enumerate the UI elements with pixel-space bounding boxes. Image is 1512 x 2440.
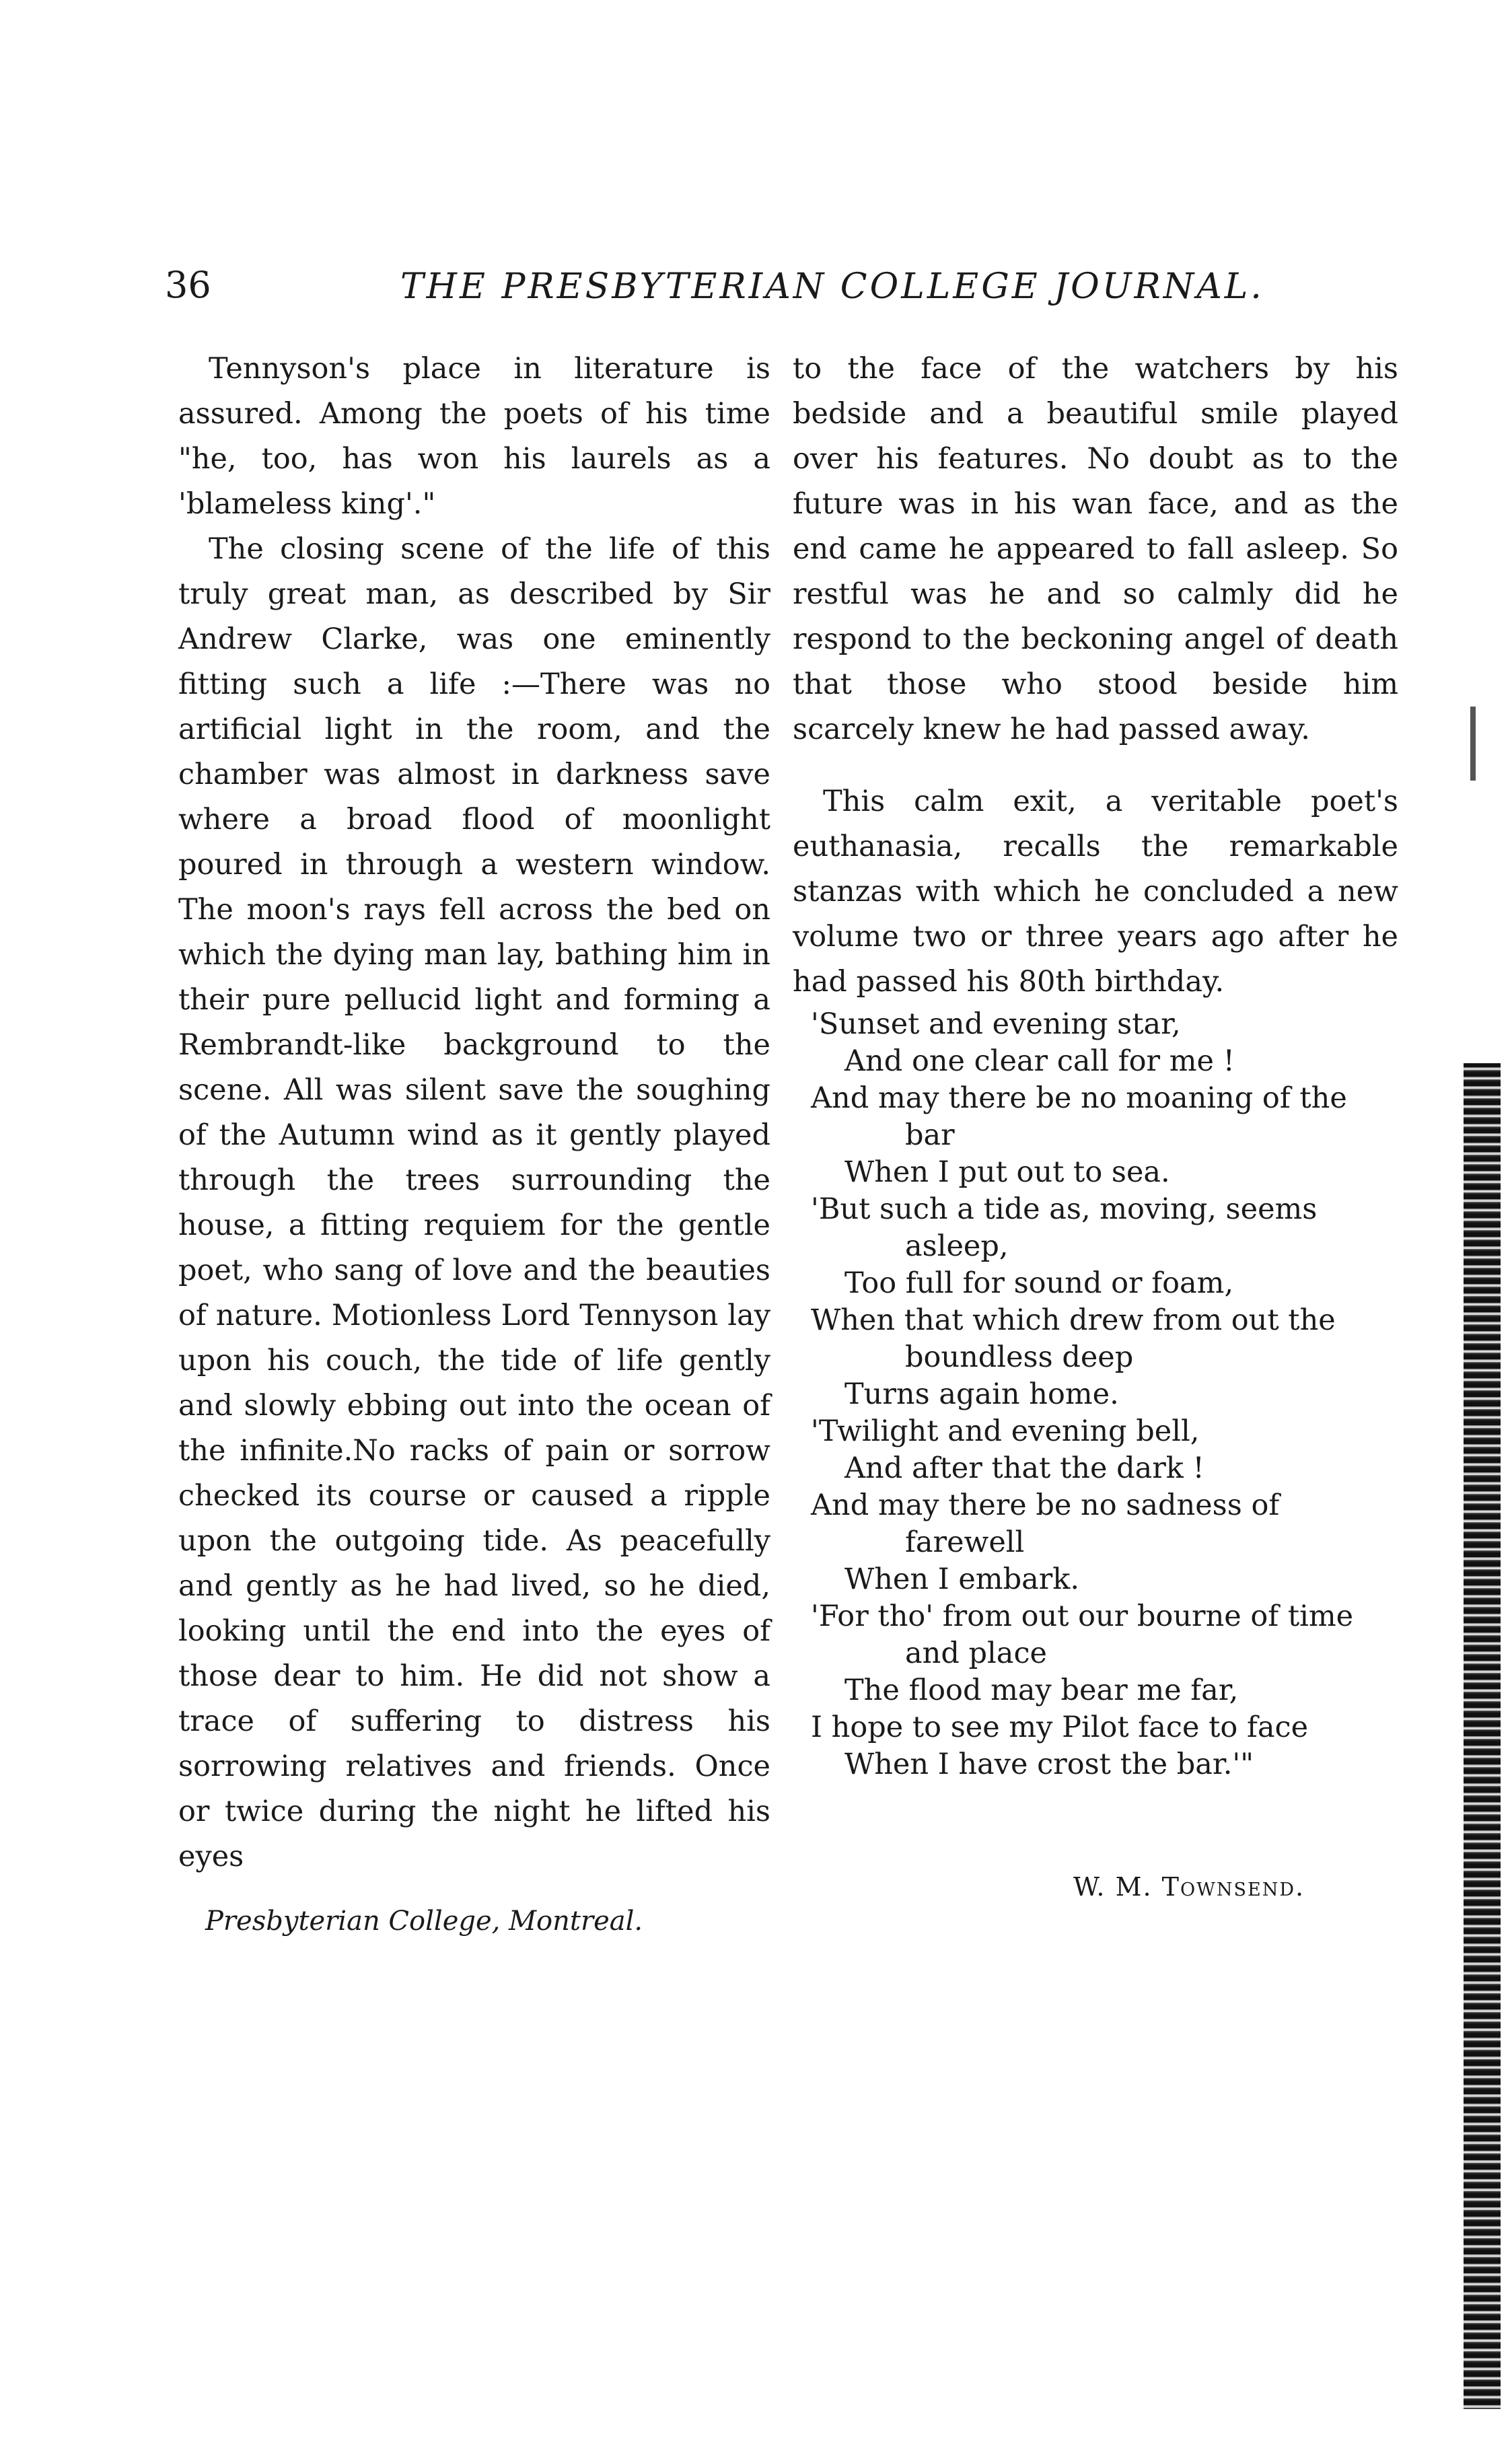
- paragraph: The closing scene of the life of this truly great man, as described by Sir Andrew Clarke, was one eminently fitting such a life :—There was no artificial light in the room, and the chamber was almost in darkness save where a broad flood of moonlight poured in through a western window. The moon's rays fell across the bed on which the dying man lay, bathing him in their pure pellucid light and forming a Rembrandt-like background to the scene. All was silent save the soughing of the Autumn wind as it gently played through the trees surrounding the house, a fitting requiem for the gentle poet, who sang of love and the beauties of nature. Motionless Lord Tennyson lay upon his couch, the tide of life gently and slowly ebbing out into the ocean of the infinite.No racks of pain or sorrow checked its course or caused a ripple upon the outgoing tide. As peacefully and gently as he had lived, so he died, looking until the end into the eyes of those dear to him. He did not show a trace of suffering to distress his sorrowing relatives and friends. Once or twice during the night he lifted his eyes: [178, 532, 770, 1873]
- author-affiliation: Presbyterian College, Montreal.: [205, 1906, 643, 1937]
- paragraph: Tennyson's place in literature is assured. Among the poets of his time "he, too, has won his laurels as a 'blameless king'.": [178, 352, 770, 521]
- page-number: 36: [165, 264, 211, 306]
- poem-line: I hope to see my Pilot face to face: [811, 1711, 1309, 1744]
- poem: [811, 1006, 1416, 1783]
- paragraph: to the face of the watchers by his bedside and a beautiful smile played over his features. No doubt as to the future was in his wan face, and as the end came he appeared to fall asleep. So restful was he and so calmly did he respond to the beckoning angel of death that those who stood beside him scarcely knew he had passed away.: [793, 352, 1398, 746]
- right-column: [793, 347, 1398, 1005]
- page-header: [165, 264, 1264, 311]
- scan-edge-shadow: [1464, 1063, 1501, 2409]
- poem-line: asleep,: [905, 1229, 1009, 1263]
- poem-line: And may there be no moaning of the: [811, 1081, 1347, 1115]
- poem-line: The flood may bear me far,: [844, 1674, 1239, 1707]
- poem-line: farewell: [905, 1526, 1025, 1559]
- poem-line: boundless deep: [905, 1340, 1134, 1374]
- poem-line: Too full for sound or foam,: [844, 1266, 1234, 1300]
- poem-line: 'Twilight and evening bell,: [811, 1414, 1200, 1448]
- poem-line: bar: [905, 1118, 955, 1152]
- left-column: [178, 347, 770, 1879]
- poem-line: When I embark.: [844, 1563, 1080, 1596]
- author-initials: W. M.: [1073, 1872, 1153, 1902]
- paragraph: This calm exit, a veritable poet's euthanasia, recalls the remarkable stanzas with which he concluded a new volume two or three years ago after he had passed his 80th birthday.: [793, 785, 1398, 999]
- poem-line: And one clear call for me !: [844, 1044, 1235, 1078]
- author-signature: [1073, 1872, 1305, 1902]
- poem-line: and place: [905, 1637, 1047, 1670]
- poem-line: 'For tho' from out our bourne of time: [811, 1600, 1354, 1633]
- poem-line: When that which drew from out the: [811, 1303, 1336, 1337]
- poem-line: And may there be no sadness of: [811, 1488, 1280, 1522]
- author-surname: Townsend.: [1161, 1872, 1305, 1902]
- poem-line: When I put out to sea.: [844, 1155, 1170, 1189]
- poem-line: And after that the dark !: [844, 1451, 1204, 1485]
- scan-edge-mark: [1470, 707, 1476, 781]
- poem-line: 'But such a tide as, moving, seems: [811, 1192, 1318, 1226]
- poem-line: 'Sunset and evening star,: [811, 1007, 1181, 1041]
- poem-line: When I have crost the bar.'": [844, 1748, 1254, 1781]
- running-title: THE PRESBYTERIAN COLLEGE JOURNAL.: [400, 266, 1264, 307]
- poem-line: Turns again home.: [844, 1377, 1119, 1411]
